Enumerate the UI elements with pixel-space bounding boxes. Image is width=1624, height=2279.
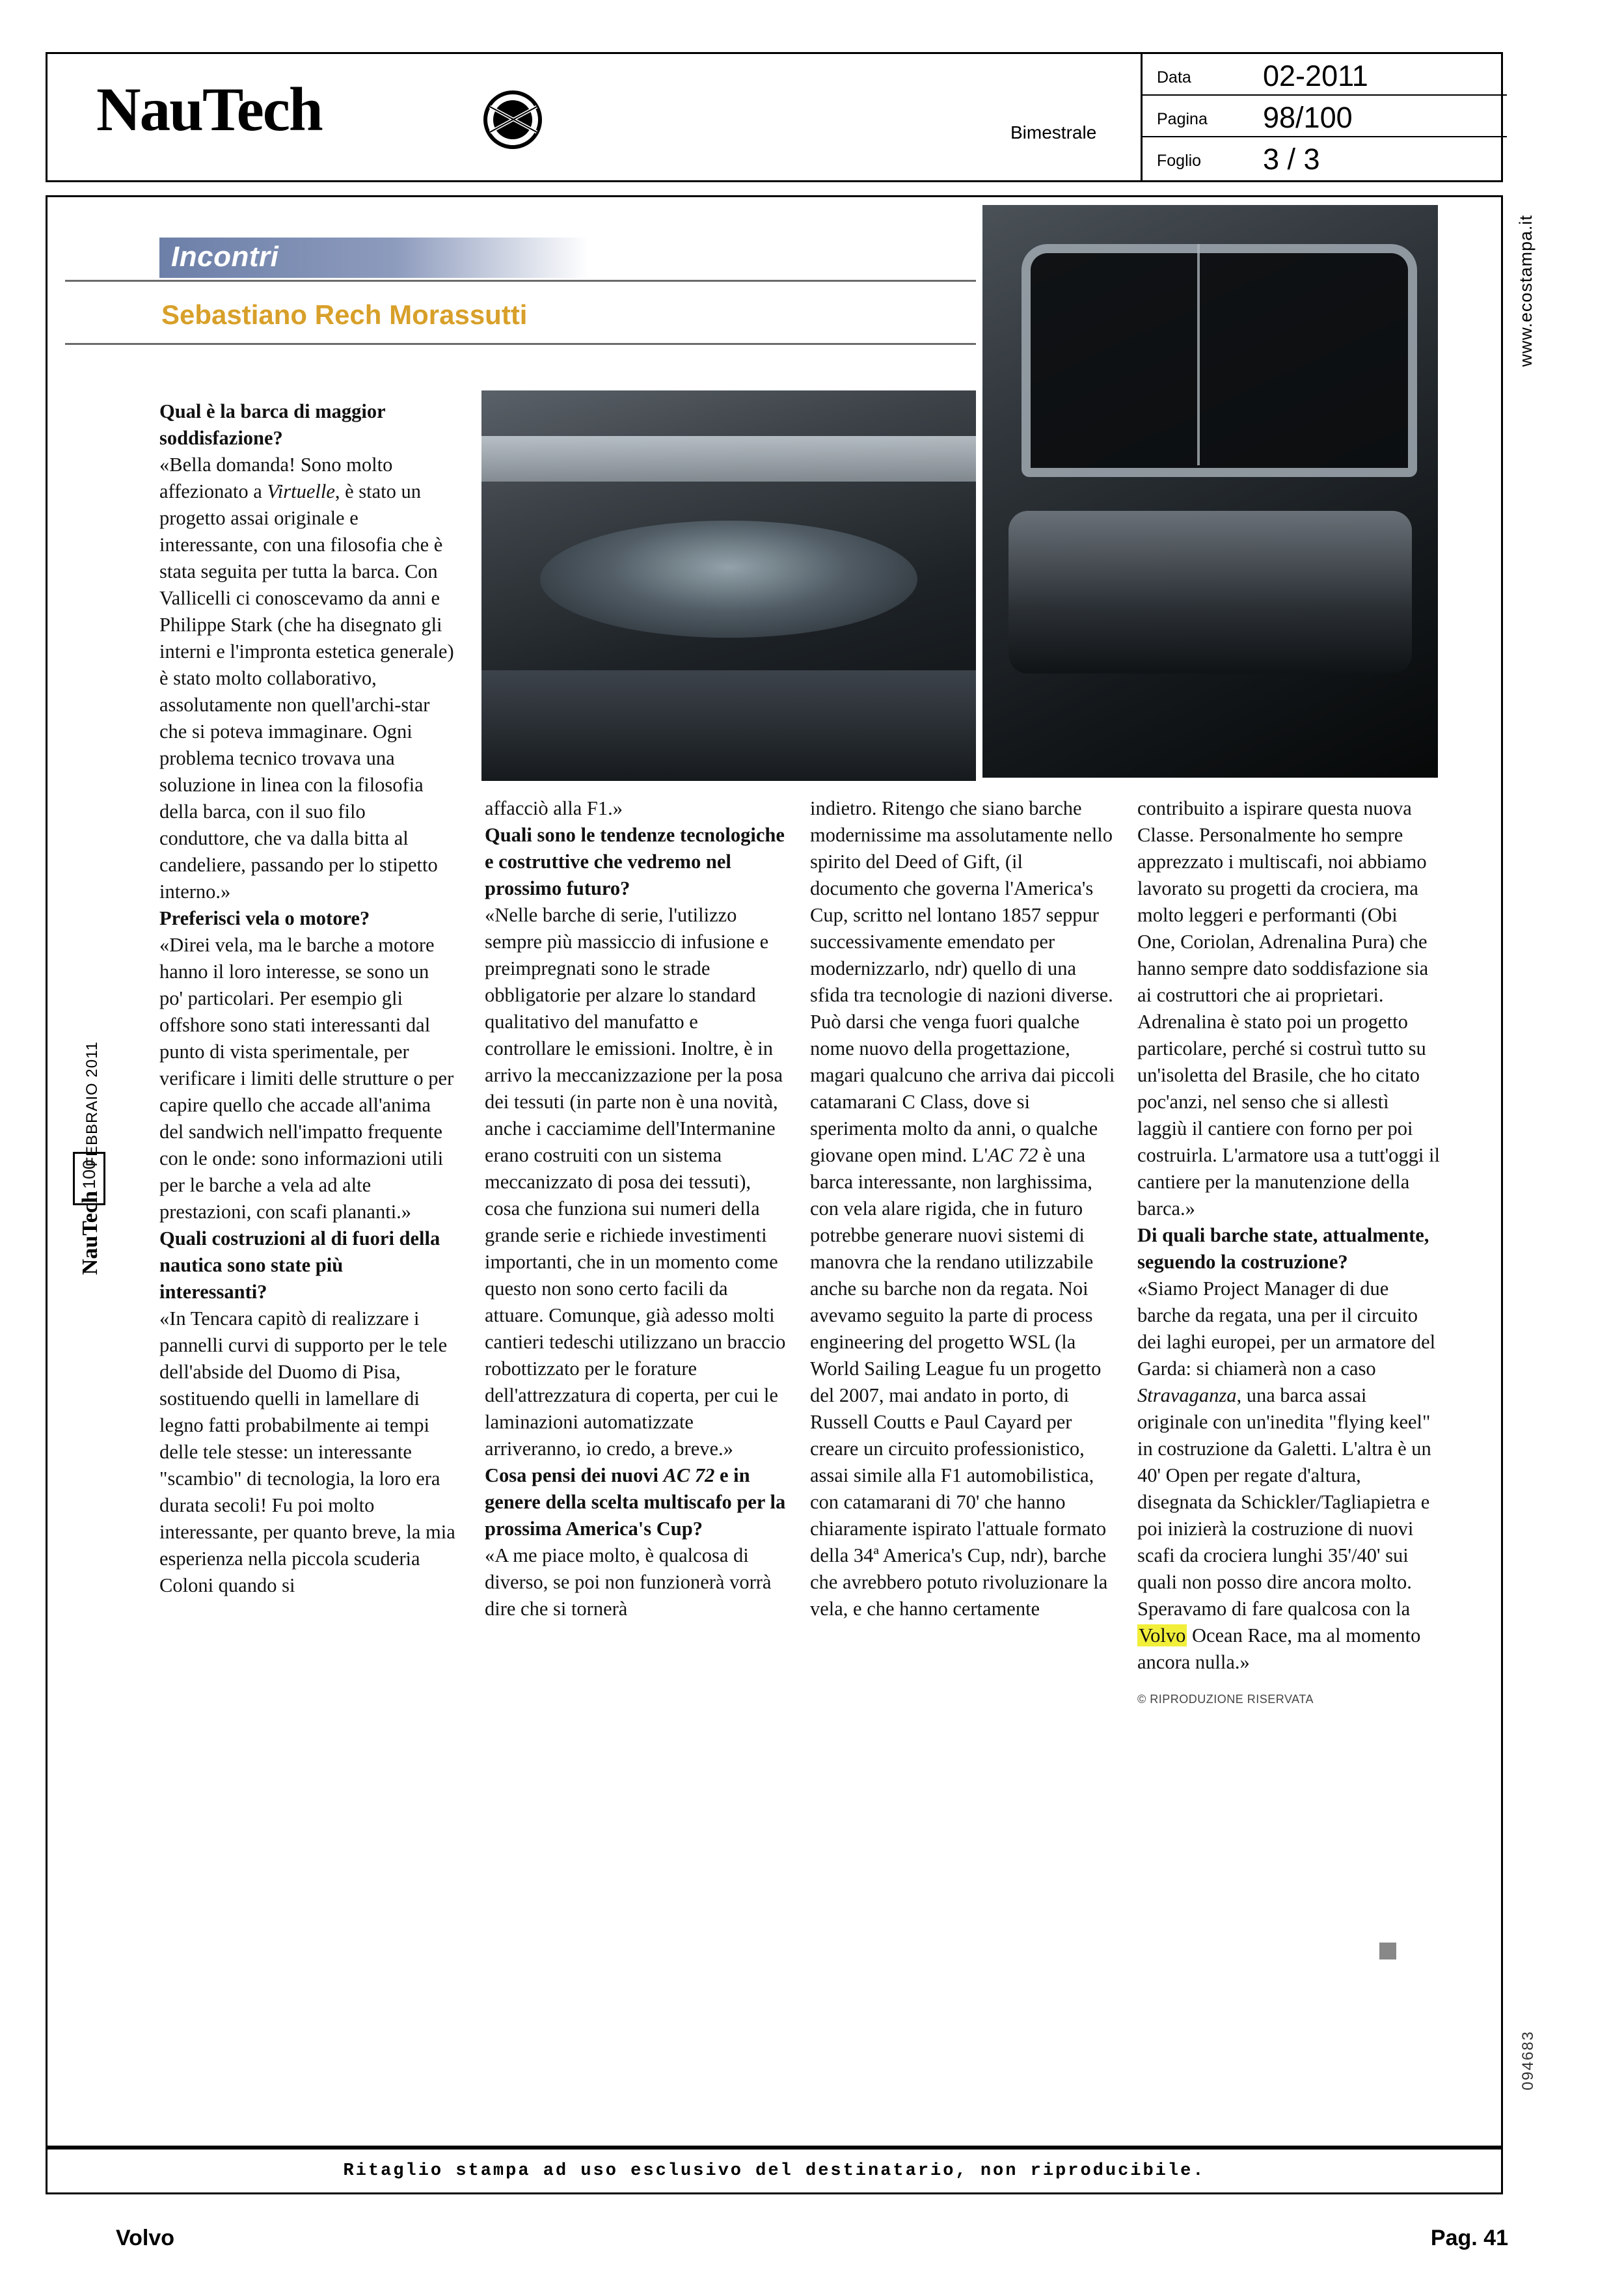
answer-text: «Bella domanda! Sono molto affezionato a Virtuelle, è stato un progetto assai originale e interessante, con una filosofia che è stata seguita per tutta la barca. Con Vallicelli ci conoscevamo da anni e Philippe Stark (che ha disegnato gli interni e l'impronta estetica generale) è stato molto collaborativo, assolutamente non quell'archi-star che si poteva immaginare. Ogni problema tecnico trovava una soluzione in linea con la filosofia della barca, con il suo filo conduttore, che va dalla bitta al candeliere, passando per lo stipetto interno.» — [159, 454, 454, 903]
text-column-4 — [1137, 795, 1440, 1713]
answer-text: «Direi vela, ma le barche a motore hanno il loro interesse, se sono un po' particolari. Per esempio gli offshore sono stati interessanti dal punto di vista sperimentale, per verificare i limiti delle strutture o per capire quello che accade all'anima del sandwich nell'impatto frequente con le onde: sono informazioni utili per le barche a vela ad alte prestazioni, con scafi plananti.» — [159, 934, 454, 1223]
compass-logo-icon — [477, 84, 548, 156]
question-text: Preferisci vela o motore? — [159, 907, 370, 929]
divider-top — [65, 280, 976, 282]
question-text: Quali costruzioni al di fuori della nautica sono state più interessanti? — [159, 1227, 440, 1303]
question-text: Cosa pensi dei nuovi AC 72 e in genere della scelta multiscafo per la prossima America's Cup? — [485, 1464, 786, 1540]
question-text: Qual è la barca di maggior soddisfazione? — [159, 400, 386, 449]
text-column-1 — [159, 398, 455, 1599]
footer-page-number: Pag. 41 — [1430, 2226, 1508, 2250]
meta-value-data: 02-2011 — [1263, 59, 1368, 92]
end-of-article-mark — [1379, 1943, 1396, 1959]
meta-value-foglio: 3 / 3 — [1263, 143, 1320, 176]
meta-value-pagina: 98/100 — [1263, 101, 1353, 134]
divider-under-subject — [65, 343, 976, 345]
photo-boat-mould-interior — [481, 390, 976, 781]
clipping-code: 094683 — [1519, 2030, 1537, 2091]
clipping-footer — [46, 2148, 1503, 2194]
periodicity-label: Bimestrale — [1010, 122, 1097, 143]
highlighted-keyword: Volvo — [1139, 1624, 1186, 1646]
answer-text: affacciò alla F1.» — [485, 797, 623, 819]
question-text: Di quali barche state, attualmente, seguendo la costruzione? — [1137, 1224, 1429, 1273]
answer-text: indietro. Ritengo che siano barche modernissime ma assolutamente nello spirito del Deed of Gift, (il documento che governa l'America's Cup, scritto nel lontano 1857 seppur successivamente emendato per modernizzarlo, ndr) quello di una sfida tra tecnologie di nazioni diverse. Può darsi che venga fuori qualche nome nuovo della progettazione, magari qualcuno che arriva dai piccoli catamarani C Class, dove si sperimenta molto da anni, o qualche giovane open mind. L'AC 72 è una barca interessante, non larghissima, con vela alare rigida, che in futuro potrebbe generare nuovi sistemi di manovra che la rendano utilizzabile anche su barche non da regata. Noi avevamo seguito la parte di process engineering del progetto WSL (la World Sailing League fu un progetto del 2007, mai andato in porto, di Russell Coutts e Paul Cayard per creare un circuito professionistico, assai simile alla F1 automobilistica, con catamarani di 70' che hanno chiaramente ispirato l'attuale formato della 34ª America's Cup, ndr), barche che avrebbero potuto rivoluzionare la vela, e che hanno certamente — [810, 797, 1115, 1620]
margin-issue-date: FEBBRAIO 2011 — [83, 1041, 101, 1167]
meta-row-data — [1143, 54, 1507, 96]
text-column-3 — [810, 795, 1116, 1622]
answer-text: «Nelle barche di serie, l'utilizzo sempre più massiccio di infusione e preimpregnati sono le strade obbligatorie per alzare lo standard qualitativo del manufatto e controllare le emissioni. Inoltre, è in arrivo la meccanizzazione per la posa dei tessuti (in parte non è una novità, anche i cacciamime dell'Intermanine erano costruiti con un sistema meccanizzato di posa dei tessuti), cosa che funziona sui numeri della grande serie e richiede investimenti importanti, che in un momento come questo non sono certo facili da attuare. Comunque, già adesso molti cantieri tedeschi utilizzano un braccio robottizzato per le forature dell'attrezzatura di coperta, per cui le laminazioni automatizzate arriveranno, io credo, a breve.» — [485, 904, 786, 1460]
meta-label-pagina: Pagina — [1157, 110, 1208, 128]
margin-brand-label: NauTech — [78, 1191, 102, 1276]
answer-text: contribuito a ispirare questa nuova Classe. Personalmente ho sempre apprezzato i multiscafi, noi abbiamo lavorato su progetti da crociera, ma molto leggeri e performanti (Obi One, Coriolan, Adrenalina Pura) che hanno sempre dato soddisfazione sia ai costruttori che ai proprietari. Adrenalina è stato poi un progetto particolare, perché si costruì tutto su un'isoletta del Brasile, che ho citato poc'anzi, nel senso che si allestì laggiù il cantiere con forno per poi costruirla. L'armatore usa a tutt'oggi il cantiere per la manutenzione della barca.» — [1137, 797, 1440, 1220]
meta-label-foglio: Foglio — [1157, 152, 1202, 170]
section-banner — [159, 238, 589, 278]
meta-row-pagina — [1143, 96, 1507, 137]
answer-text: «A me piace molto, è qualcosa di diverso, se poi non funzionerà vorrà dire che si tornerà — [485, 1544, 772, 1620]
meta-row-foglio — [1143, 137, 1507, 179]
document-header — [46, 52, 1503, 182]
photo-hull-structure — [982, 205, 1438, 778]
article-subject-title: Sebastiano Rech Morassutti — [161, 299, 528, 330]
footer-client-name: Volvo — [116, 2226, 175, 2250]
question-text: Quali sono le tendenze tecnologiche e costruttive che vedremo nel prossimo futuro? — [485, 824, 785, 899]
meta-label-data: Data — [1157, 68, 1191, 87]
masthead-title: NauTech — [96, 75, 322, 144]
header-meta-box — [1141, 54, 1505, 180]
clipping-notice: Ritaglio stampa ad uso esclusivo del destinatario, non riproducibile. — [343, 2161, 1206, 2181]
copyright-notice: © RIPRODUZIONE RISERVATA — [1137, 1693, 1314, 1706]
answer-text: «In Tencara capitò di realizzare i pannelli curvi di supporto per le tele dell'abside del Duomo di Pisa, sostituendo quelli in lamellare di legno fatti probabilmente ai tempi delle tele stesse: un interessante "scambio" di tecnologia, la loro era durata secoli! Fu poi molto interessante, per quanto breve, la mia esperienza nella piccola scuderia Coloni quando si — [159, 1307, 455, 1596]
margin-page-number-box — [73, 1152, 105, 1205]
margin-page-number: 100 — [79, 1160, 99, 1190]
answer-text: «Siamo Project Manager di due barche da regata, una per il circuito dei laghi europei, per un armatore del Garda: si chiamerà non a caso Stravaganza, una barca assai originale con un'inedita "flying keel" in costruzione da Galetti. L'altra è un 40' Open per regate d'altura, disegnata da Schickler/Tagliapietra e poi inizierà la costruzione di nuovi scafi da crociera lunghi 35'/40' sui quali non posso dire ancora molto. Speravamo di fare qualcosa con la Volvo Ocean Race, ma al momento ancora nulla.» — [1137, 1277, 1436, 1673]
text-column-2 — [485, 795, 787, 1622]
ecostampa-url: www.ecostampa.it — [1516, 215, 1536, 367]
section-label: Incontri — [171, 241, 279, 273]
